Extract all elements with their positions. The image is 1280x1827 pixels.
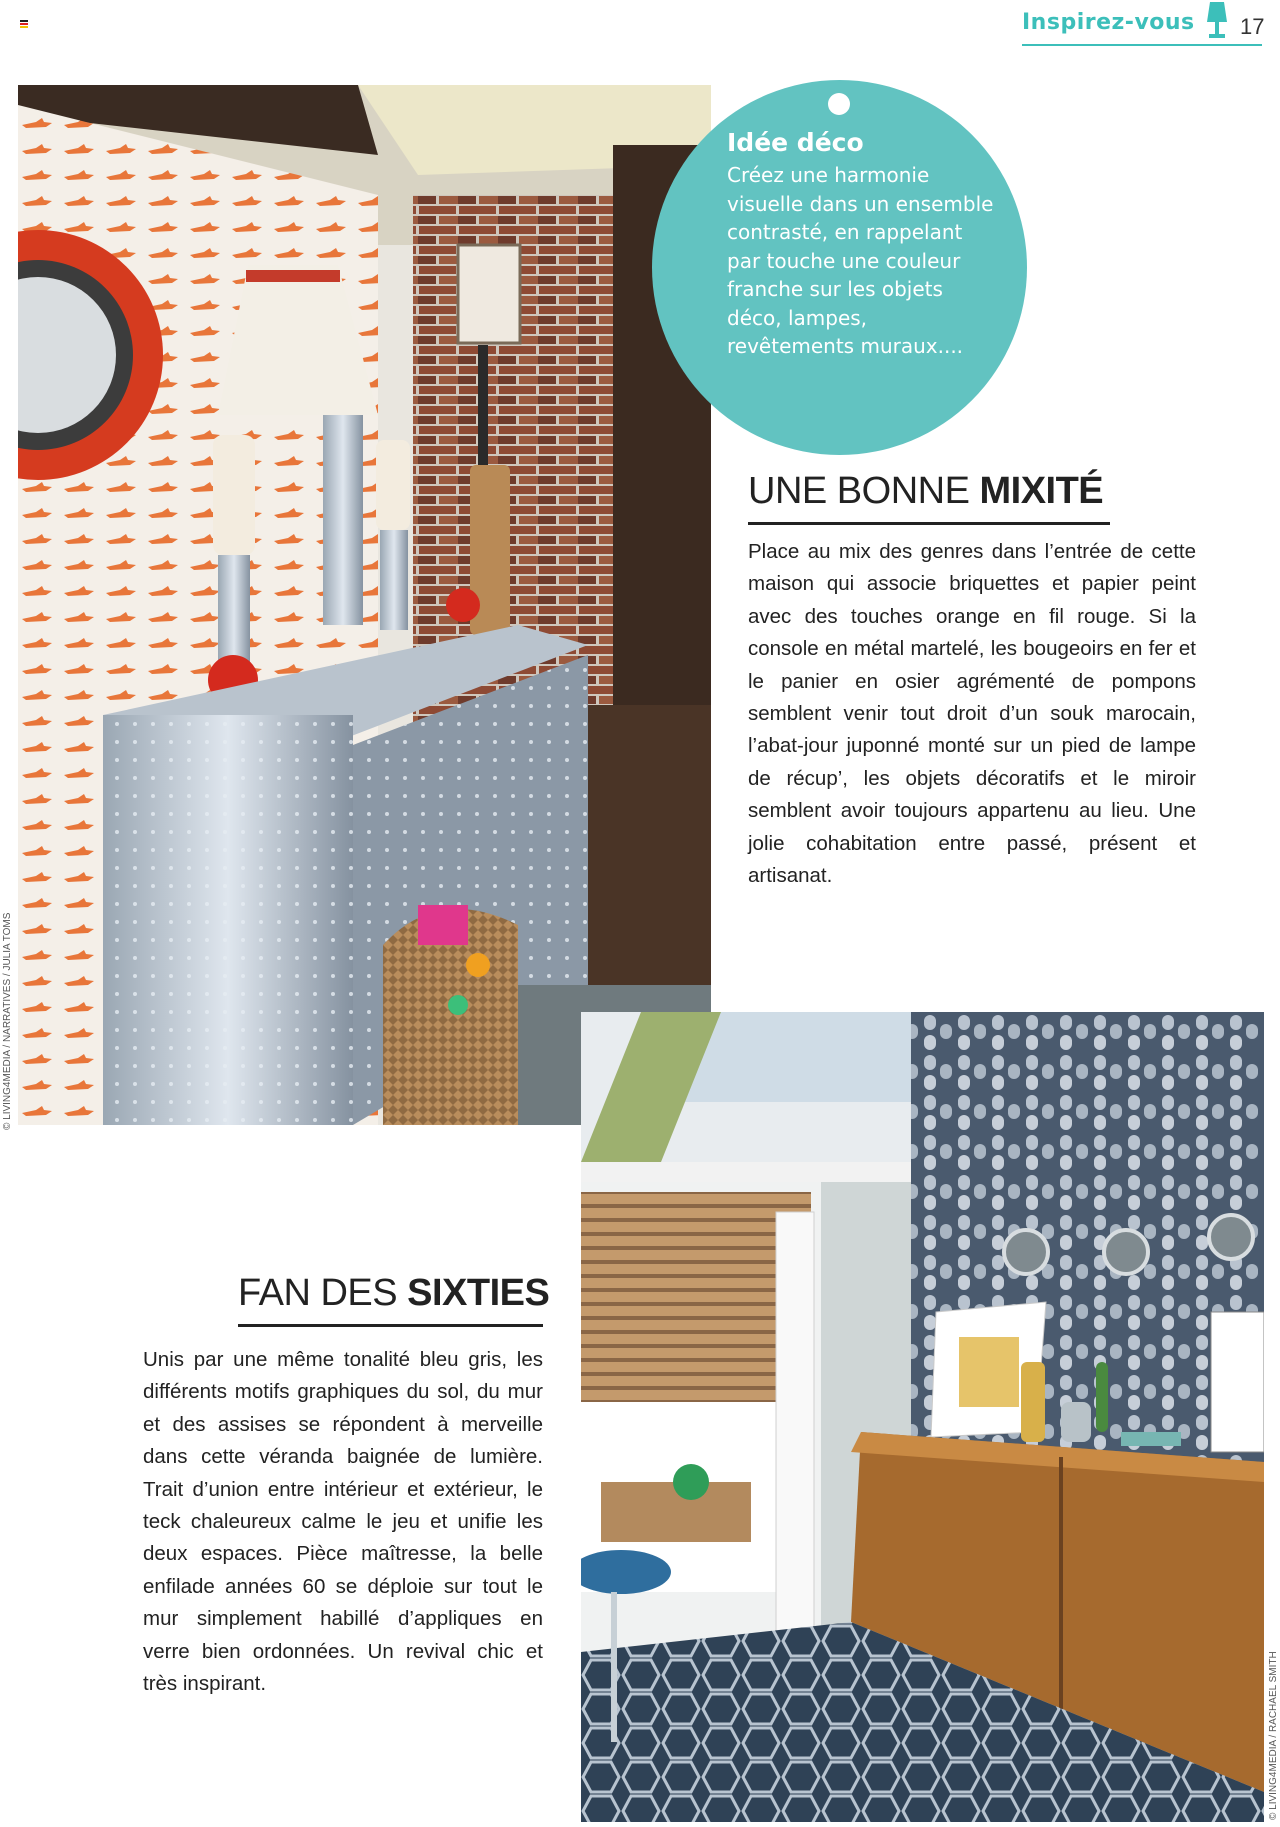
entryway-illustration [18, 85, 711, 1125]
article2-heading-light: FAN DES [238, 1272, 408, 1314]
tip-title: Idée déco [727, 128, 864, 157]
article1-heading-rule [748, 522, 1110, 525]
article1-heading [748, 470, 1103, 513]
header-rule [1022, 44, 1262, 46]
section-title: Inspirez-vous [1022, 10, 1195, 35]
article2-body: Unis par une même tonalité bleu gris, les différents motifs graphiques du sol, du mur et des assises se répondent à merveille dans cette véranda baignée de lumière. Trait d’union entre intérieur et extérieur, le teck chaleureux calme le jeu et unifie les deux espaces. Pièce maîtresse, la belle enfilade années 60 se déploie sur tout le mur simplement habillé d’appliques en verre bien ordonnées. Un revival chic et très inspirant. [143, 1348, 543, 1696]
article2-heading [238, 1272, 549, 1315]
entryway-photo [18, 85, 711, 1125]
veranda-illustration [581, 1012, 1264, 1822]
veranda-photo [581, 1012, 1264, 1822]
lamp-icon [1205, 0, 1229, 40]
bubble-dot [828, 93, 850, 115]
flag-icon [20, 20, 28, 28]
page-number: 17 [1240, 14, 1265, 39]
photo-credit-top: © LIVING4MEDIA / NARRATIVES / JULIA TOMS [2, 912, 13, 1130]
article2-heading-bold: SIXTIES [407, 1272, 550, 1314]
photo-credit-bottom: © LIVING4MEDIA / RACHAEL SMITH [1268, 1651, 1279, 1820]
article1-heading-bold: MIXITÉ [979, 470, 1104, 512]
article1-body: Place au mix des genres dans l’entrée de cette maison qui associe briquettes et papier peint avec des touches orange en fil rouge. Si la console en métal martelé, les bougeoirs en fer et le panier en osier agrémenté de pompons semblent venir tout droit d’un souk marocain, l’abat-jour juponné monté sur un pied de lampe de récup’, les objets décoratifs et le miroir semblent avoir toujours appartenu au lieu. Une jolie cohabitation entre passé, présent et artisanat. [748, 540, 1196, 888]
tip-text: Créez une harmonie visuelle dans un ensemble contrasté, en rappelant par touche une couleur franche sur les objets déco, lampes, revêtements muraux.... [727, 163, 994, 358]
article1-heading-light: UNE BONNE [748, 470, 980, 512]
article2-heading-rule [238, 1324, 543, 1327]
